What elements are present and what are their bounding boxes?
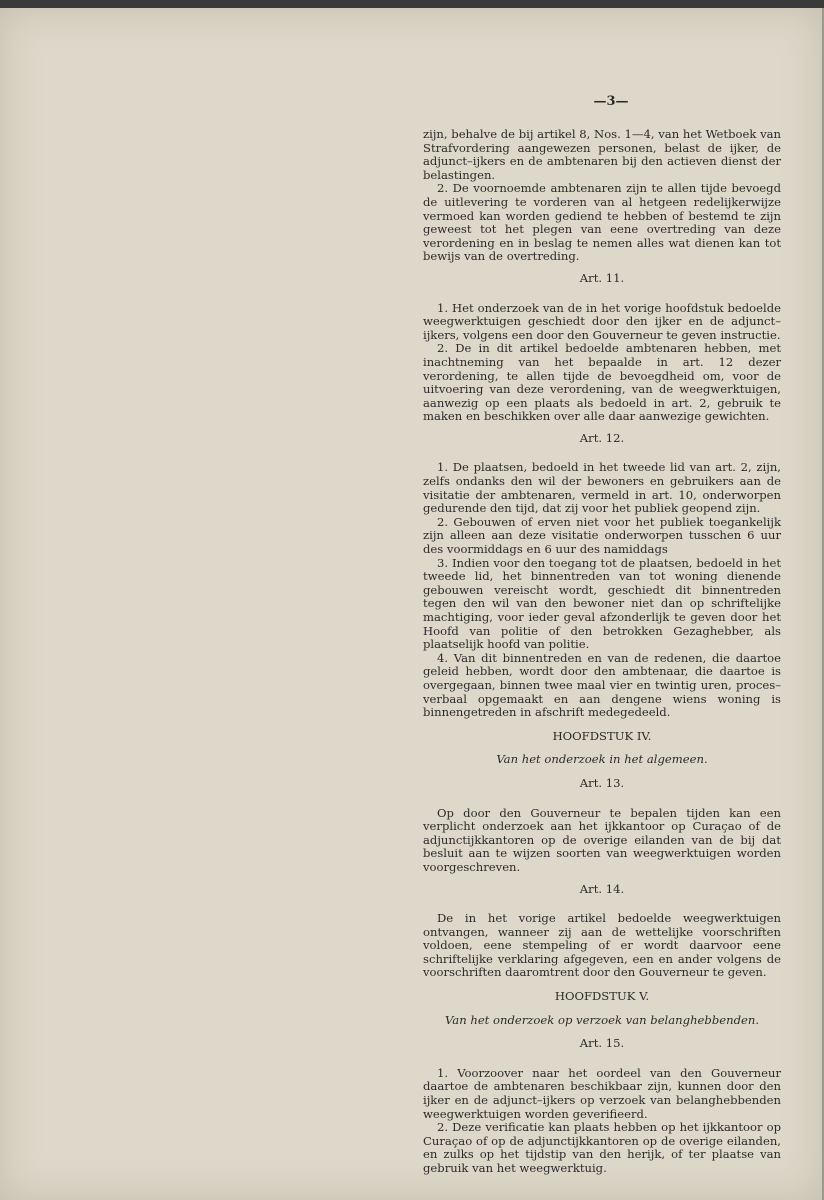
text-column <box>423 94 781 1176</box>
document-body <box>423 128 781 1176</box>
paragraph: 4. Van dit binnentreden en van de redenen, die daartoe geleid hebben, wordt door den ambtenaar, die daartoe is overgegaan, binnen twee maal vier en twintig uren, proces–verbaal opgemaakt en aan dengene wiens woning is binnengetreden in afschrift medegedeeld. <box>423 650 781 720</box>
paragraph: 2. Gebouwen of erven niet voor het publiek toegankelijk zijn alleen aan deze visitatie onderworpen tusschen 6 uur des voormiddags en 6 uur des namiddags <box>423 514 781 557</box>
article-heading: Art. 15. <box>579 1036 625 1051</box>
paragraph: 1. Voorzoover naar het oordeel van den Gouverneur daartoe de ambtenaren beschikbaar zijn, kunnen door den ijker en de adjunct–ijkers op verzoek van belanghebbenden weegwerktuigen worden geverifieerd. <box>423 1065 781 1121</box>
paragraph: De in het vorige artikel bedoelde weegwerktuigen ontvangen, wanneer zij aan de wettelijke voorschriften voldoen, eene stempeling of er wordt daarvoor eene schriftelijke verklaring afgegeven, een en ander volgens de voorschriften daaromtrent door den Gouverneur te geven. <box>423 911 781 980</box>
chapter-subtitle: Van het onderzoek in het algemeen. <box>496 752 708 767</box>
article-heading: Art. 14. <box>579 881 625 896</box>
article-heading: Art. 13. <box>579 775 625 790</box>
paragraph: zijn, behalve de bij artikel 8, Nos. 1—4, van het Wetboek van Strafvordering aangewezen personen, belast de ijker, de adjunct–ijkers en de ambtenaren bij den actieven dienst der belastingen. <box>423 127 781 182</box>
article-heading: Art. 12. <box>579 430 625 445</box>
chapter-subtitle: Van het onderzoek op verzoek van belanghebbenden. <box>444 1012 760 1027</box>
paragraph: Op door den Gouverneur te bepalen tijden kan een verplicht onderzoek aan het ijkkantoor op Curaçao of de adjunctijkkantoren op de overige eilanden van de bij dat besluit aan te wijzen soorten van weegwerktuigen worden voorgeschreven. <box>423 805 781 874</box>
paragraph: 2. De voornoemde ambtenaren zijn te allen tijde bevoegd de uitlevering te vorderen van al hetgeen redelijkerwijze vermoed kan worden gediend te hebben of bestemd te zijn geweest tot het plegen van eene overtreding van deze verordening en in beslag te nemen alles wat dienen kan tot bewijs van de overtreding. <box>423 181 781 264</box>
article-heading: Art. 11. <box>579 270 625 285</box>
paragraph: 1. Het onderzoek van de in het vorige hoofdstuk bedoelde weegwerktuigen geschiedt door den ijker en de adjunct–ijkers, volgens een door den Gouverneur te geven instructie. <box>423 300 781 342</box>
paragraph: 2. De in dit artikel bedoelde ambtenaren hebben, met inachtneming van het bepaalde in art. 12 dezer verordening, te allen tijde de bevoegdheid om, voor de uitvoering van deze verordening, van de weegwerktuigen, aanwezig op een plaats als bedoeld in art. 2, gebruik te maken en beschikken over alle daar aanwezige gewichten. <box>423 341 781 424</box>
paragraph: 2. Deze verificatie kan plaats hebben op het ijkkantoor op Curaçao of op de adjunctijkkantoren op de overige eilanden, en zulks op het tijdstip van den herijk, of ter plaatse van gebruik van het weegwerktuig. <box>423 1120 781 1175</box>
page-number: —3— <box>593 94 629 109</box>
paragraph: 3. Indien voor den toegang tot de plaatsen, bedoeld in het tweede lid, het binnentreden van tot woning dienende gebouwen vereischt wordt, geschiedt dit binnentreden tegen den wil van den bewoner niet dan op schriftelijke machtiging, voor ieder geval afzonderlijk te geven door het Hoofd van politie of den betrokken Gezaghebber, als plaatselijk hoofd van politie. <box>423 555 781 652</box>
chapter-heading: HOOFDSTUK V. <box>554 989 650 1004</box>
paragraph: 1. De plaatsen, bedoeld in het tweede lid van art. 2, zijn, zelfs ondanks den wil der bewoners en gebruikers aan de visitatie der ambtenaren, vermeld in art. 10, onderworpen gedurende den tijd, dat zij voor het publiek geopend zijn. <box>423 460 781 516</box>
chapter-heading: HOOFDSTUK IV. <box>552 728 652 743</box>
